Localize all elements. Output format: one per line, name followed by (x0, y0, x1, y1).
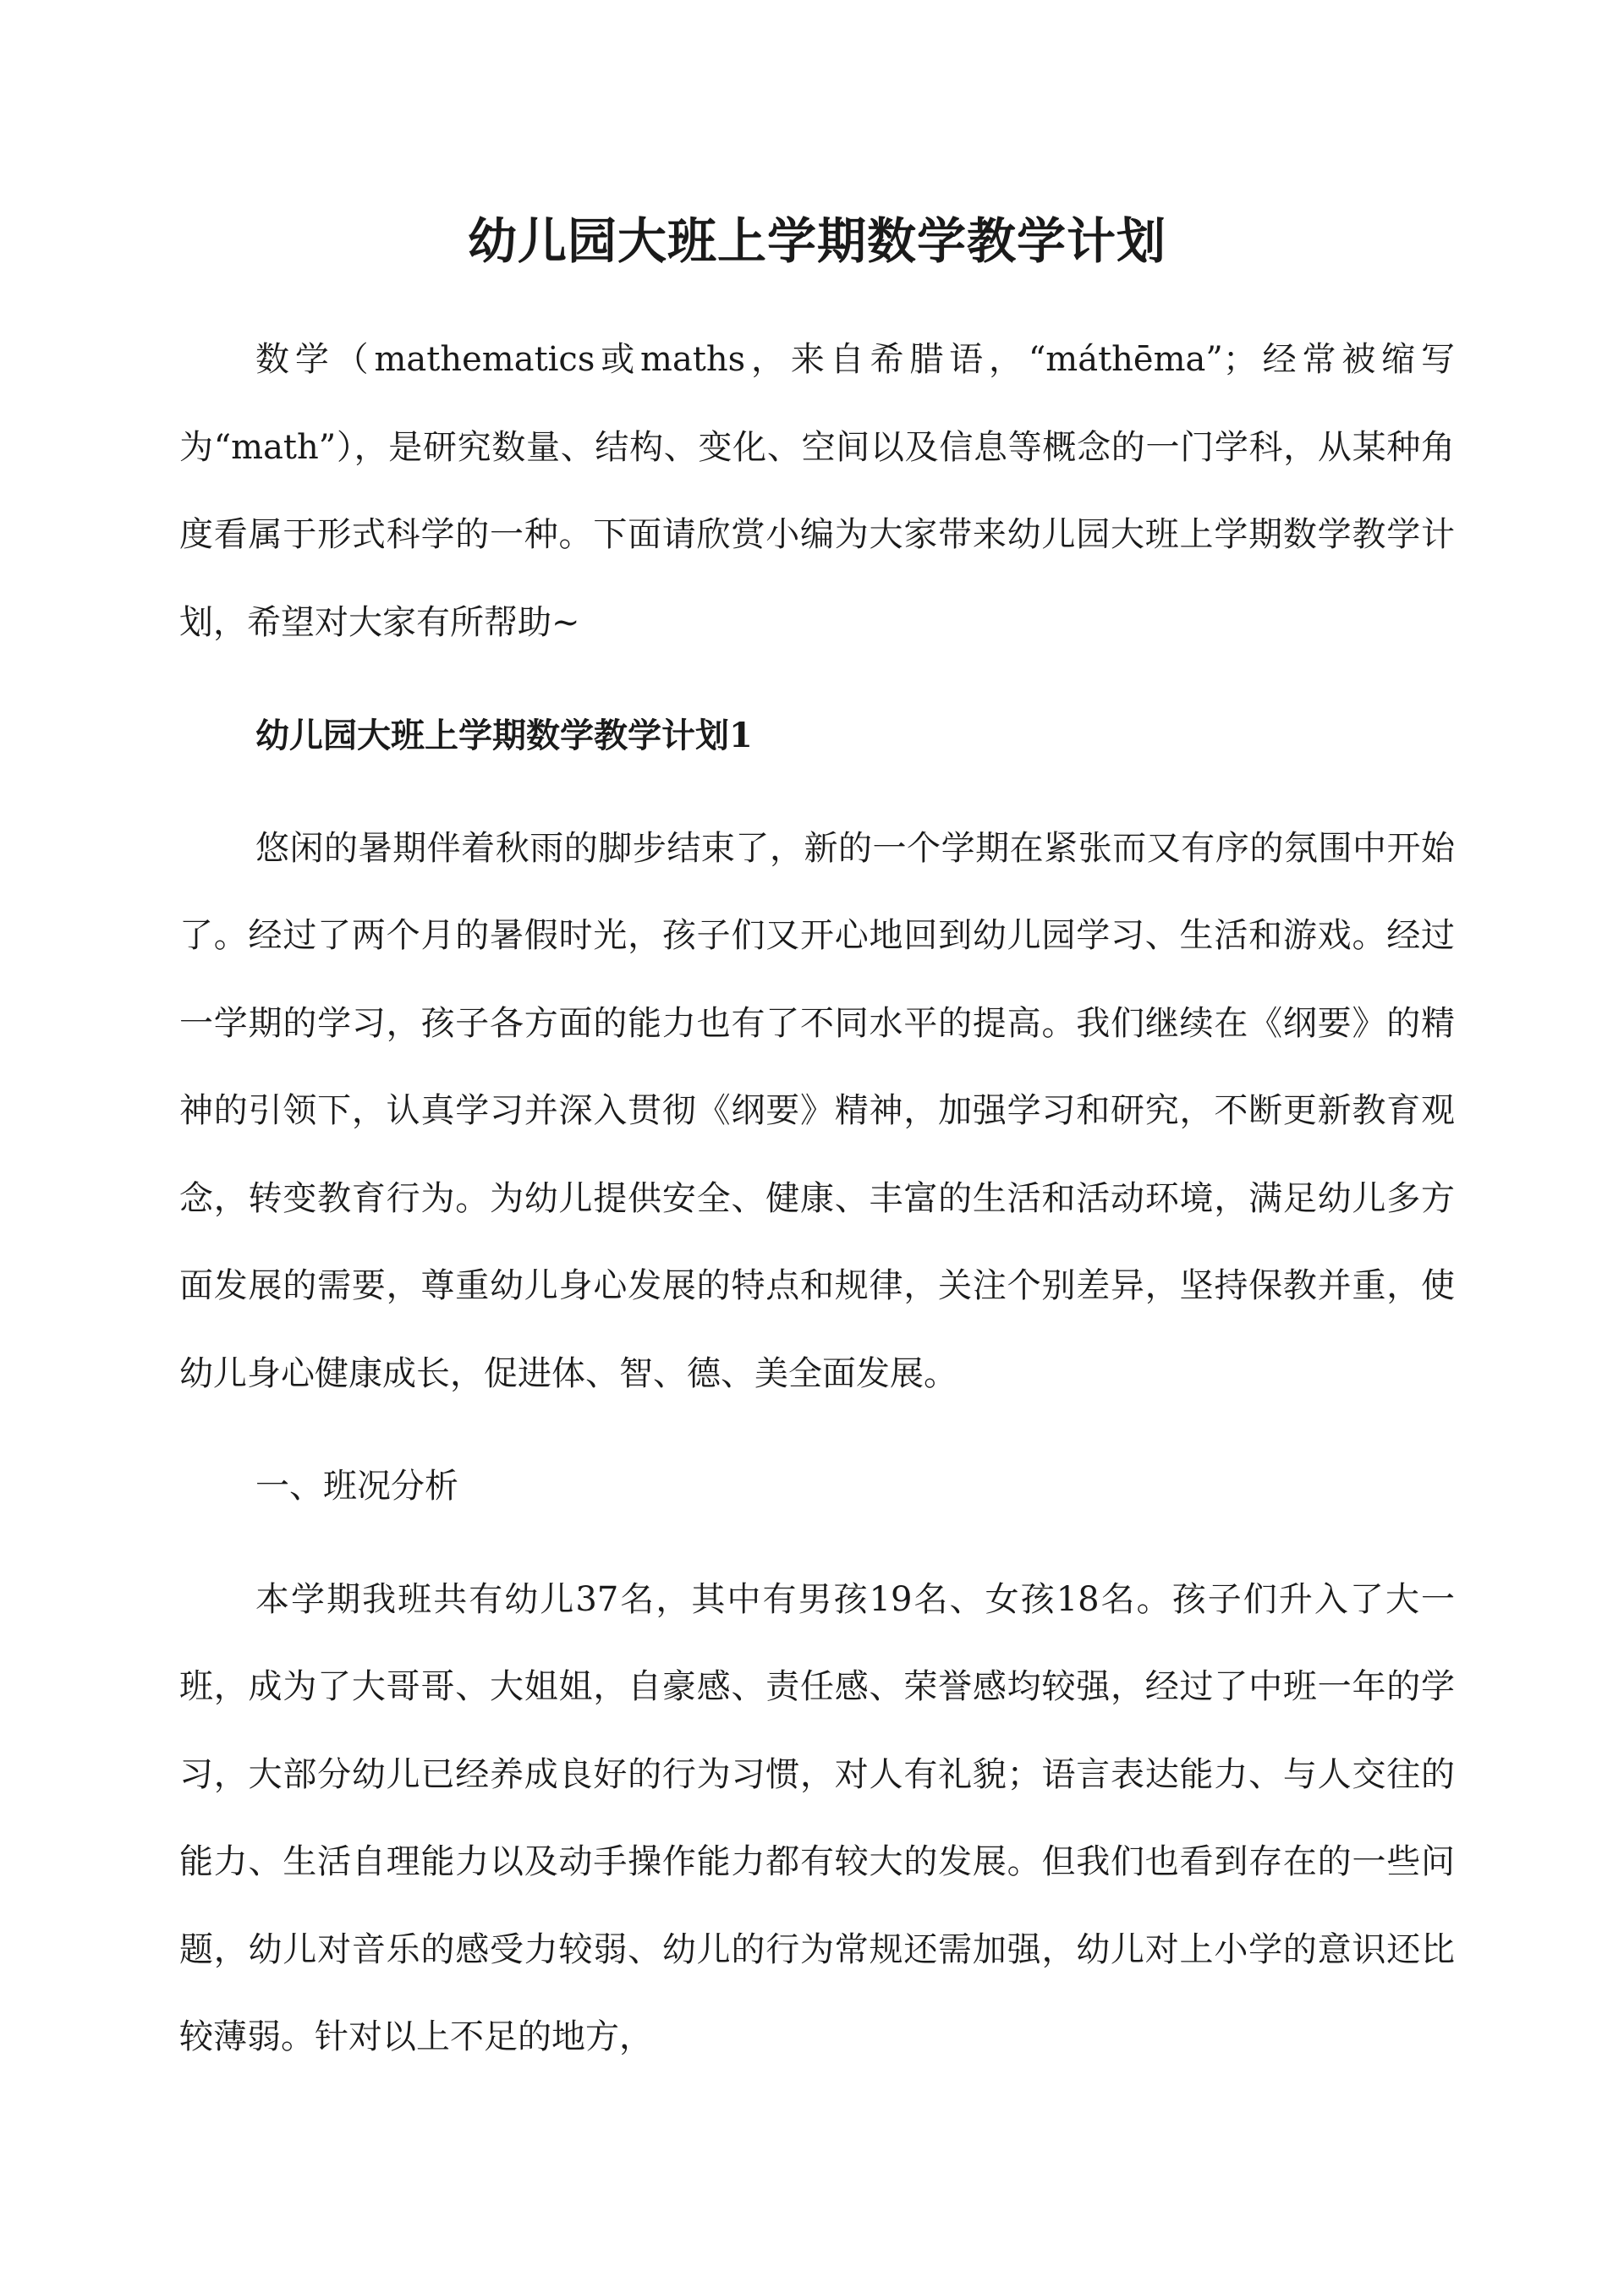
body-paragraph-2: 本学期我班共有幼儿37名，其中有男孩19名、女孩18名。孩子们升入了大一班，成为了大哥哥、大姐姐，自豪感、责任感、荣誉感均较强，经过了中班一年的学习，大部分幼儿已经养成良好的行为习惯，对人有礼貌；语言表达能力、与人交往的能力、生活自理能力以及动手操作能力都有较大的发展。但我们也看到存在的一些问题，幼儿对音乐的感受力较弱、幼儿的行为常规还需加强，幼儿对上小学的意识还比较薄弱。针对以上不足的地方， (179, 1579, 1455, 2056)
intro-paragraph: 数学（mathematics或maths，来自希腊语，“máthēma”；经常被缩写为“math”），是研究数量、结构、变化、空间以及信息等概念的一门学科，从某种角度看属于形式科学的一种。下面请欣赏小编为大家带来幼儿园大班上学期数学教学计划，希望对大家有所帮助~ (179, 340, 1455, 642)
document-title: 幼儿园大班上学期数学教学计划 (467, 212, 1166, 270)
section-title: 幼儿园大班上学期数学教学计划1 (255, 716, 753, 755)
document-body (179, 203, 1455, 2082)
body-paragraph-1: 悠闲的暑期伴着秋雨的脚步结束了，新的一个学期在紧张而又有序的氛围中开始了。经过了两个月的暑假时光，孩子们又开心地回到幼儿园学习、生活和游戏。经过一学期的学习，孩子各方面的能力也有了不同水平的提高。我们继续在《纲要》的精神的引领下，认真学习并深入贯彻《纲要》精神，加强学习和研究，不断更新教育观念，转变教育行为。为幼儿提供安全、健康、丰富的生活和活动环境，满足幼儿多方面发展的需要，尊重幼儿身心发展的特点和规律，关注个别差异，坚持保教并重，使幼儿身心健康成长，促进体、智、德、美全面发展。 (179, 828, 1455, 1393)
subheading-class-analysis: 一、班况分析 (255, 1467, 458, 1506)
